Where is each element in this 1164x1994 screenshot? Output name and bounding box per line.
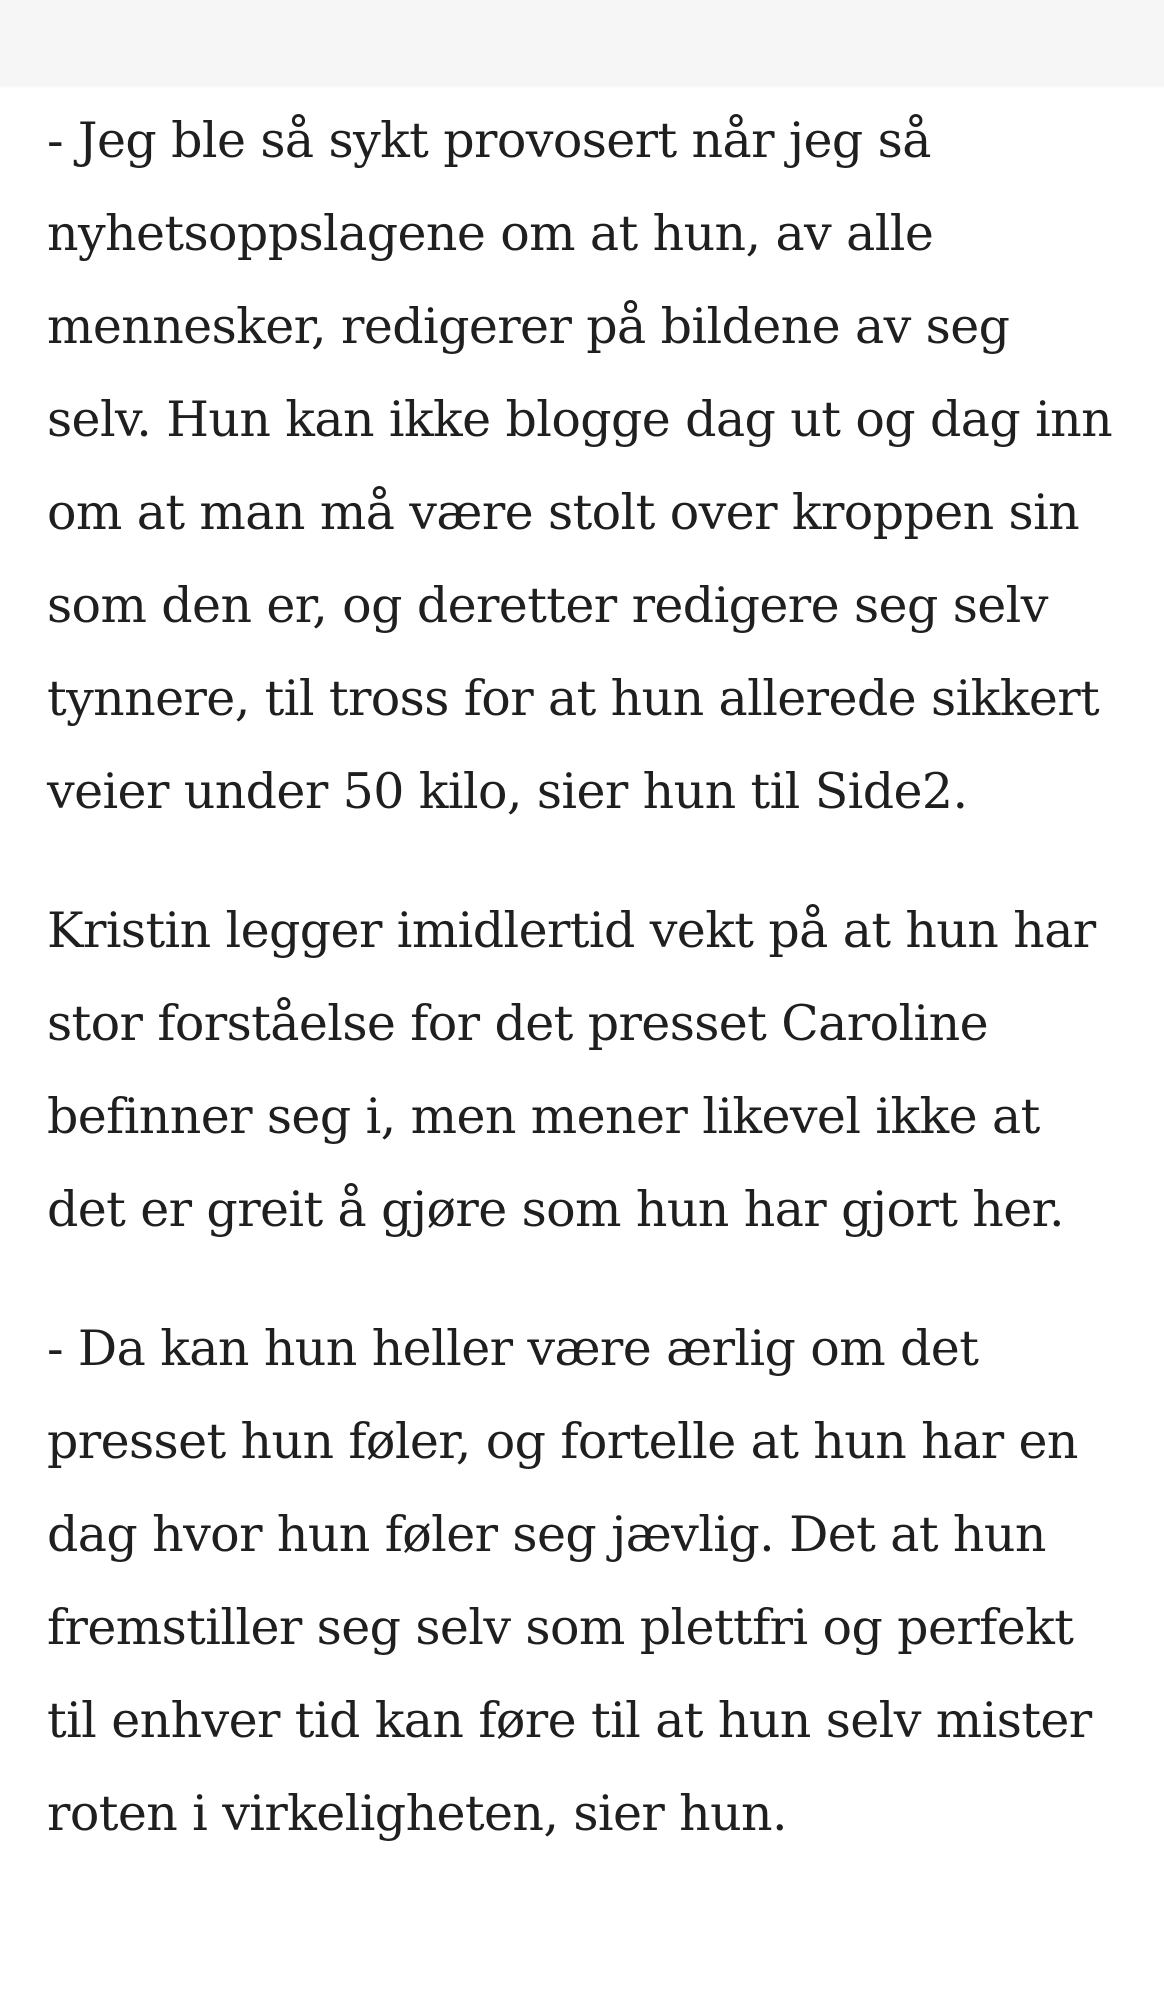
- top-bar: [0, 0, 1164, 86]
- article-paragraph-3: - Da kan hun heller være ærlig om det presset hun føler, og fortelle at hun har en dag hvor hun føler seg jævlig. Det at hun fremstiller seg selv som plettfri og perfekt til enhver tid kan føre til at hun selv mister roten i virkeligheten, sier hun.: [47, 1320, 1092, 1842]
- article-body: [47, 94, 1127, 1860]
- article-paragraph-1: - Jeg ble så sykt provosert når jeg så nyhetsoppslagene om at hun, av alle mennesker, redigerer på bildene av seg selv. Hun kan ikke blogge dag ut og dag inn om at man må være stolt over kroppen sin som den er, og deretter redigere seg selv tynnere, til tross for at hun allerede sikkert veier under 50 kilo, sier hun til Side2.: [47, 112, 1113, 820]
- article-paragraph-2: Kristin legger imidlertid vekt på at hun har stor forståelse for det presset Caroline befinner seg i, men mener likevel ikke at det er greit å gjøre som hun har gjort her.: [47, 902, 1096, 1238]
